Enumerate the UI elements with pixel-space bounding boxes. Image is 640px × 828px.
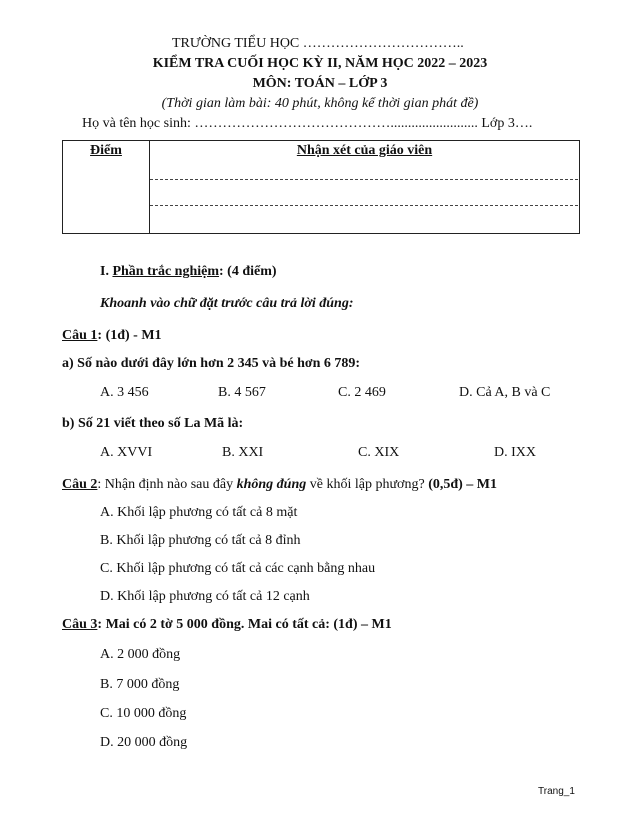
score-cell (63, 141, 150, 234)
q2-heading (62, 477, 497, 493)
score-header: Điểm (90, 143, 122, 158)
q1a-option-a[interactable]: A. 3 456 (100, 385, 149, 400)
time-note: (Thời gian làm bài: 40 phút, không kể thời gian phát đề) (161, 96, 479, 111)
q1a-option-b[interactable]: B. 4 567 (218, 385, 266, 400)
q1b-option-d[interactable]: D. IXX (494, 445, 536, 460)
comment-cell (150, 141, 580, 234)
q3-option-b[interactable]: B. 7 000 đồng (100, 677, 180, 692)
section-title-main: Phần trắc nghiệm (112, 264, 220, 279)
q2-option-d[interactable]: D. Khối lập phương có tất cả 12 cạnh (100, 589, 310, 604)
q3-label: Câu 3 (62, 617, 98, 632)
q2-text-after: về khối lập phương? (306, 477, 429, 492)
q3-option-c[interactable]: C. 10 000 đồng (100, 706, 187, 721)
q2-points: (0,5đ) – M1 (428, 477, 498, 492)
q2-option-c[interactable]: C. Khối lập phương có tất cả các cạnh bằng nhau (100, 561, 376, 576)
q3-text: : Mai có 2 tờ 5 000 đồng. Mai có tất cả: (1đ) – M1 (97, 617, 392, 632)
school-line: TRƯỜNG TIỂU HỌC …………………………….. (172, 36, 464, 51)
section-instruction: Khoanh vào chữ đặt trước câu trả lời đúng: (100, 296, 354, 311)
section-title (100, 264, 277, 280)
comment-dotted-line-2 (150, 205, 578, 206)
comment-header: Nhận xét của giáo viên (296, 143, 433, 158)
page-number: Trang_1 (538, 786, 575, 797)
section-title-suffix: : (4 điểm) (219, 264, 277, 279)
q1a-option-d[interactable]: D. Cả A, B và C (459, 385, 551, 400)
comment-dotted-line-1 (150, 179, 578, 180)
q3-option-d[interactable]: D. 20 000 đồng (100, 735, 188, 750)
q2-emphasis: không đúng (236, 477, 307, 492)
exam-title: KIỂM TRA CUỐI HỌC KỲ II, NĂM HỌC 2022 – 2023 (152, 56, 488, 71)
q1-meta: : (1đ) - M1 (97, 328, 162, 343)
subject-title: MÔN: TOÁN – LỚP 3 (252, 76, 388, 91)
q2-text-before: : Nhận định nào sau đây (97, 477, 237, 492)
section-title-prefix: I. (100, 264, 113, 279)
student-name-line: Họ và tên học sinh: ……………………………………......................... Lớp 3…. (82, 116, 533, 131)
q1a-question: a) Số nào dưới đây lớn hơn 2 345 và bé hơn 6 789: (62, 356, 361, 371)
q1b-option-b[interactable]: B. XXI (222, 445, 264, 460)
q2-option-a[interactable]: A. Khối lập phương có tất cả 8 mặt (100, 505, 298, 520)
q2-option-b[interactable]: B. Khối lập phương có tất cả 8 đỉnh (100, 533, 301, 548)
q3-heading (62, 617, 392, 633)
q2-label: Câu 2 (62, 477, 98, 492)
q1b-option-c[interactable]: C. XIX (358, 445, 400, 460)
q1-label: Câu 1 (62, 328, 98, 343)
q1-heading (62, 328, 162, 344)
q1b-option-a[interactable]: A. XVVI (100, 445, 153, 460)
q1b-question: b) Số 21 viết theo số La Mã là: (62, 416, 244, 431)
q1a-option-c[interactable]: C. 2 469 (338, 385, 386, 400)
grade-table (62, 140, 580, 234)
q3-option-a[interactable]: A. 2 000 đồng (100, 647, 181, 662)
